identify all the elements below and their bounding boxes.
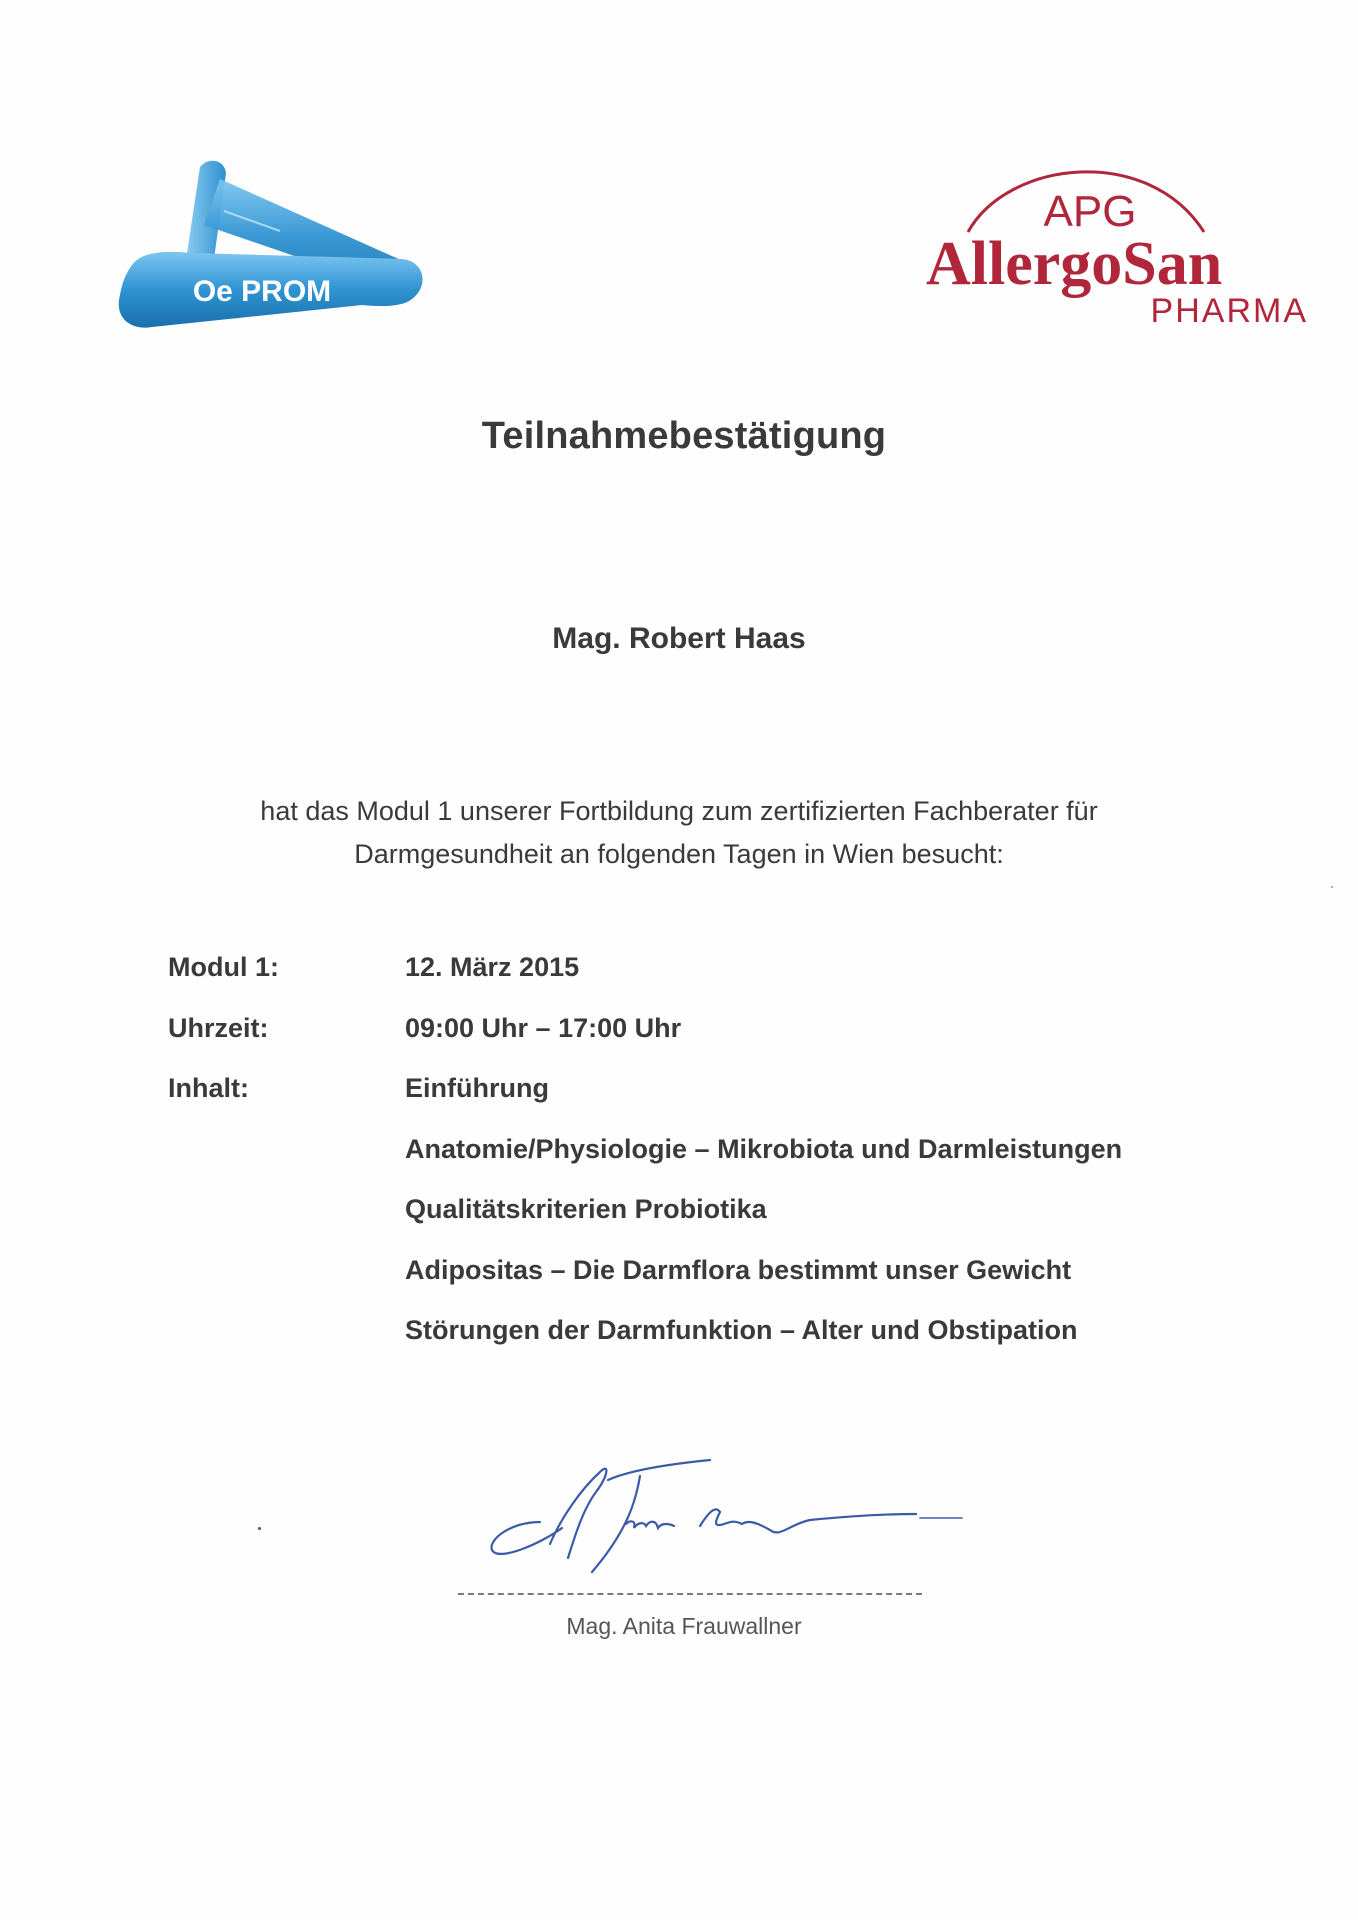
content-item: Störungen der Darmfunktion – Alter und Obstipation — [405, 1315, 1078, 1345]
scan-speck — [1331, 886, 1333, 888]
oeprom-logo — [112, 155, 432, 345]
module-row — [168, 952, 1218, 1013]
content-item: Anatomie/Physiologie – Mikrobiota und Darmleistungen — [405, 1133, 1123, 1164]
allergosan-logo-line1: APG — [1043, 187, 1137, 236]
content-item: Adipositas – Die Darmflora bestimmt unser Gewicht — [405, 1254, 1072, 1285]
scan-speck — [258, 1527, 261, 1530]
content-label: Inhalt: — [168, 1073, 249, 1103]
content-list — [405, 1073, 1122, 1376]
content-item: Qualitätskriterien Probiotika — [405, 1194, 767, 1224]
time-label: Uhrzeit: — [168, 1012, 269, 1043]
content-item: Einführung — [405, 1073, 549, 1103]
intro-line-1: hat das Modul 1 unserer Fortbildung zum zertifizierten Fachberater für — [260, 796, 1098, 826]
content-row — [168, 1073, 1218, 1376]
module-label: Modul 1: — [168, 952, 279, 982]
module-date: 12. März 2015 — [405, 952, 580, 982]
signer-name: Mag. Anita Frauwallner — [566, 1613, 802, 1639]
time-row — [168, 1013, 1218, 1074]
recipient-name: Mag. Robert Haas — [552, 622, 806, 655]
allergosan-logo — [918, 150, 1318, 340]
oeprom-logo-text: Oe PROM — [192, 275, 332, 308]
intro-line-2: Darmgesundheit an folgenden Tagen in Wien besucht: — [354, 839, 1004, 869]
allergosan-logo-line3: PHARMA — [1150, 292, 1308, 330]
course-details — [168, 952, 1218, 1376]
certificate-title: Teilnahmebestätigung — [481, 415, 887, 457]
signature-line — [458, 1593, 922, 1595]
intro-text — [179, 790, 1179, 876]
time-value: 09:00 Uhr – 17:00 Uhr — [405, 1012, 682, 1043]
allergosan-logo-line2: AllergoSan — [926, 230, 1223, 298]
handwritten-signature — [480, 1440, 1000, 1580]
